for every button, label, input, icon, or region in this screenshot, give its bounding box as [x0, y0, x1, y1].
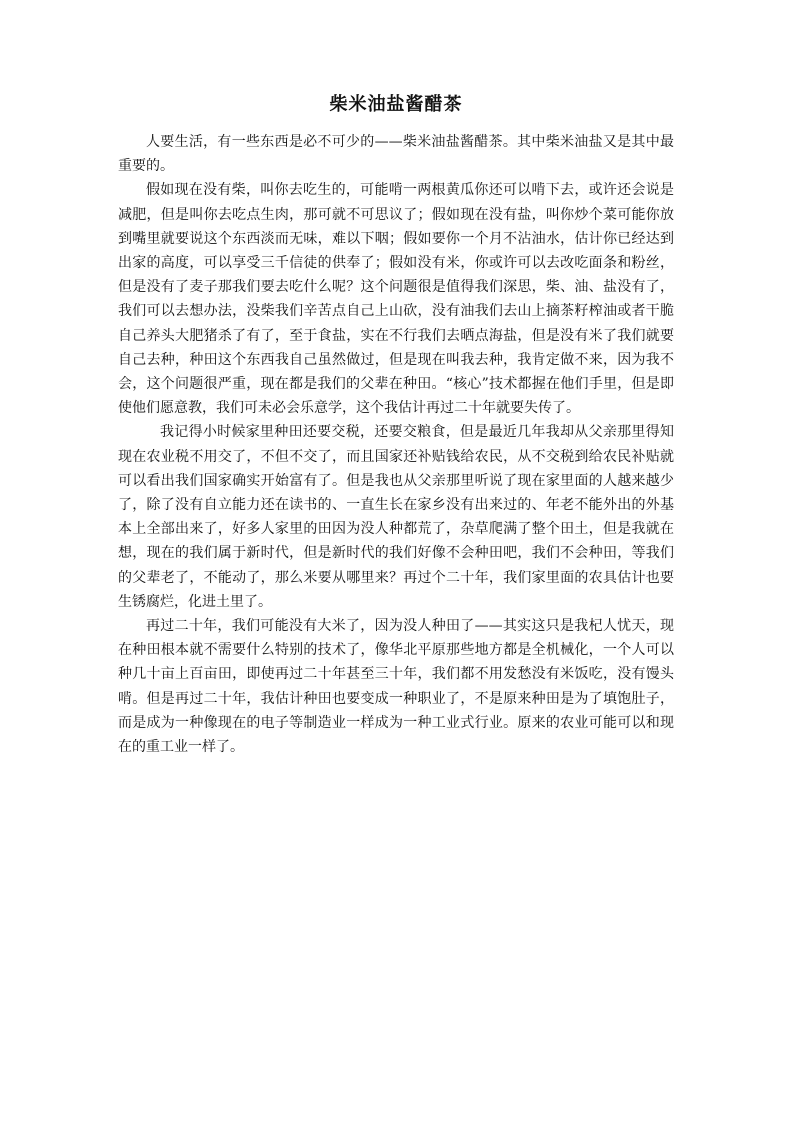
document-title: 柴米油盐酱醋茶	[329, 94, 463, 115]
document-page	[118, 92, 674, 759]
paragraph-1: 人要生活，有一些东西是必不可少的——柴米油盐酱醋茶。其中柴米油盐又是其中最重要的。	[118, 134, 674, 175]
paragraph-2: 假如现在没有柴，叫你去吃生的，可能啃一两根黄瓜你还可以啃下去，或许还会说是减肥，但是叫你去吃点生肉，那可就不可思议了；假如现在没有盐，叫你炒个菜可能你放到嘴里就要说这个东西淡而无味，难以下咽；假如要你一个月不沾油水，估计你已经达到出家的高度，可以享受三千信徒的供奉了；假如没有米，你或许可以去改吃面条和粉丝，但是没有了麦子那我们要去吃什么呢？这个问题很是值得我们深思，柴、油、盐没有了，我们可以去想办法，没柴我们辛苦点自己上山砍，没有油我们去山上摘茶籽榨油或者干脆自己养头大肥猪杀了有了，至于食盐，实在不行我们去晒点海盐，但是没有米了我们就要自己去种，种田这个东西我自己虽然做过，但是现在叫我去种，我肯定做不来，因为我不会，这个问题很严重，现在都是我们的父辈在种田。“核心”技术都握在他们手里，但是即使他们愿意教，我们可未必会乐意学，这个我估计再过二十年就要失传了。	[118, 182, 674, 417]
paragraph-3: 我记得小时候家里种田还要交税，还要交粮食，但是最近几年我却从父亲那里得知现在农业税不用交了，不但不交了，而且国家还补贴钱给农民，从不交税到给农民补贴就可以看出我们国家确实开始富有了。但是我也从父亲那里听说了现在家里面的人越来越少了，除了没有自立能力还在读书的、一直生长在家乡没有出来过的、年老不能外出的外基本上全部出来了，好多人家里的田因为没人种都荒了，杂草爬满了整个田土，但是我就在想，现在的我们属于新时代，但是新时代的我们好像不会种田吧，我们不会种田，等我们的父辈老了，不能动了，那么米要从哪里来？再过个二十年，我们家里面的农具估计也要生锈腐烂，化进土里了。	[118, 424, 674, 610]
paragraph-4: 再过二十年，我们可能没有大米了，因为没人种田了——其实这只是我杞人忧天，现在种田根本就不需要什么特别的技术了，像华北平原那些地方都是全机械化，一个人可以种几十亩上百亩田，即使再过二十年甚至三十年，我们都不用发愁没有米饭吃，没有馒头啃。但是再过二十年，我估计种田也要变成一种职业了，不是原来种田是为了填饱肚子，而是成为一种像现在的电子等制造业一样成为一种工业式行业。原来的农业可能可以和现在的重工业一样了。	[118, 618, 674, 756]
